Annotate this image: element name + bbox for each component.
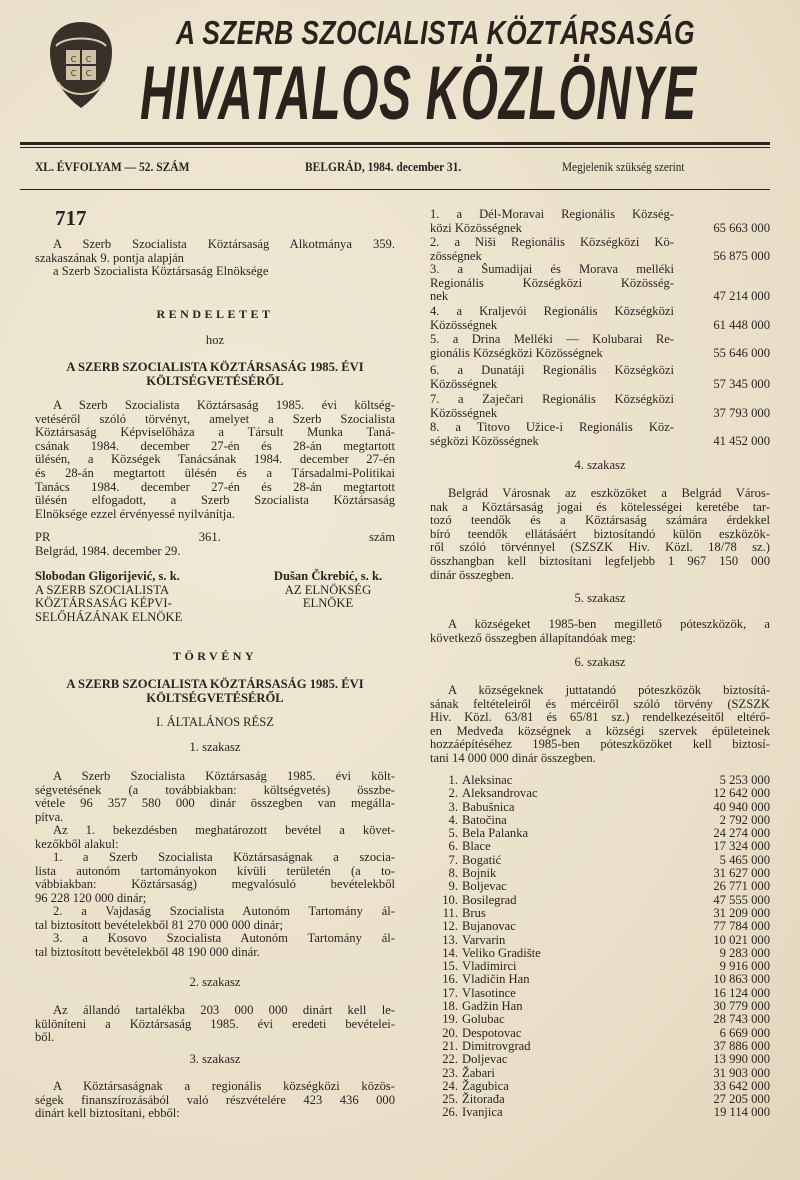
municipality-amount: 30 779 000 xyxy=(713,999,770,1014)
signatory-title: SELŐHÁZÁNAK ELNÖKE xyxy=(35,609,183,624)
paragraph xyxy=(35,851,395,905)
text-line: ségközi Közösségnek xyxy=(430,434,539,448)
municipality-row xyxy=(430,907,770,920)
municipality-amount: 31 209 000 xyxy=(713,905,770,920)
row-number: 24. xyxy=(442,1078,458,1093)
municipality-row xyxy=(430,801,770,814)
text-line: ségek finanszírozásából való részvételére 423 436 000 xyxy=(35,1093,395,1107)
allocation-amount: 57 345 000 xyxy=(713,376,770,391)
text-line: Az 1. bekezdésben meghatározott bevétel a követ- xyxy=(53,824,395,837)
section-title: TÖRVÉNY xyxy=(172,649,258,663)
text-line: dinárt kell biztosítani, ebből: xyxy=(35,1107,180,1121)
signatory-title: A SZERB SZOCIALISTA xyxy=(35,582,170,597)
row-number: 15. xyxy=(442,959,458,974)
row-number: 25. xyxy=(442,1092,458,1107)
row-number: 20. xyxy=(442,1025,458,1040)
row-number: 26. xyxy=(442,1105,458,1120)
heading-line: KÖLTSÉGVETÉSÉRŐL xyxy=(146,374,284,388)
municipality-row xyxy=(430,774,770,787)
allocation-amount: 61 448 000 xyxy=(713,317,770,332)
volume-number: XL. ÉVFOLYAM — 52. SZÁM xyxy=(35,160,190,174)
municipality-name: Brus xyxy=(462,905,486,920)
municipality-name: Aleksinac xyxy=(462,773,513,787)
allocation-text xyxy=(430,333,674,360)
row-number: 13. xyxy=(442,932,458,947)
municipality-name: Vladimirci xyxy=(462,959,517,974)
text-line: dinár összegben. xyxy=(430,568,514,582)
text-line: vábbiakban: Köztársaság) megvalósuló bevételekből xyxy=(35,878,395,892)
text-line: A Szerb Szocialista Köztársaság 1985. évi költ- xyxy=(53,770,395,783)
text-line: csának 1984. december 27-én és 28-án megtartott xyxy=(35,439,395,453)
municipality-name: Ivanjica xyxy=(462,1105,503,1120)
svg-text:C: C xyxy=(70,55,77,64)
signatory-name: Dušan Čkrebić, s. k. xyxy=(273,569,383,583)
heading-line: KÖLTSÉGVETÉSÉRŐL xyxy=(146,691,284,705)
municipality-amount: 33 642 000 xyxy=(713,1078,770,1093)
text-line: PR 361. szám xyxy=(35,531,395,544)
municipality-amount: 28 743 000 xyxy=(713,1012,770,1027)
reference-lines xyxy=(35,531,395,558)
text-line: 1. a Szerb Szocialista Köztársaságnak a szocia- xyxy=(53,851,395,864)
municipality-amount: 13 990 000 xyxy=(713,1052,770,1067)
municipality-name: Bela Palanka xyxy=(462,826,529,841)
publication-frequency: Megjelenik szükség szerint xyxy=(562,160,685,174)
row-number: 9. xyxy=(448,879,458,894)
text-line: Köztársaság Képviselőháza a Társult Munka Taná- xyxy=(35,426,395,440)
row-number: 1. xyxy=(448,773,458,787)
info-rule xyxy=(20,189,770,190)
text-line: a Szerb Szocialista Köztársaság Elnöksége xyxy=(53,265,269,278)
municipality-amount: 16 124 000 xyxy=(713,985,770,1000)
row-number: 10. xyxy=(442,892,458,907)
section-label: 2. szakasz xyxy=(189,975,241,989)
municipality-name: Varvarin xyxy=(462,932,506,947)
text-line: szakaszának 9. pontja alapján xyxy=(35,251,184,265)
text-line: Tanács 1984. december 27-én és 28-án megtartott xyxy=(35,480,395,494)
paragraph xyxy=(35,770,395,824)
text-line: nak a Köztársaság jogai és kötelességei keretébe tar- xyxy=(430,500,770,514)
text-line: tal biztosított bevételekből 48 190 000 dinár. xyxy=(35,945,260,959)
municipality-row xyxy=(430,1067,770,1080)
text-line: következő összegben állapítandóak meg: xyxy=(430,631,636,645)
text-line: ről szóló törvénnyel (SZSZK Hiv. Közl. 18/78 sz.) xyxy=(430,541,770,555)
municipality-name: Vladičin Han xyxy=(462,972,530,987)
text-line: Hiv. Közl. 63/81 és 65/81 sz.) rendelkezéseitől eltérő- xyxy=(430,711,770,725)
municipality-row xyxy=(430,854,770,867)
paragraph xyxy=(35,238,395,265)
municipality-row xyxy=(430,1013,770,1026)
municipality-name: Despotovac xyxy=(462,1025,522,1040)
section-label: 5. szakasz xyxy=(574,591,626,605)
row-number: 5. xyxy=(448,826,458,841)
allocation-item xyxy=(430,421,770,448)
row-number: 6. xyxy=(448,839,458,854)
allocation-text xyxy=(430,208,674,235)
signature-right xyxy=(263,570,393,624)
row-number: 23. xyxy=(442,1065,458,1080)
text-line: pítva. xyxy=(35,810,64,824)
municipality-row xyxy=(430,920,770,933)
signatory-title: ELNÖKE xyxy=(302,596,354,611)
allocation-text xyxy=(430,263,674,304)
municipality-name: Aleksandrovac xyxy=(462,786,538,801)
text-line: ülésén, a Községek Tanácsának 1984. december 27-én xyxy=(35,453,395,467)
text-line: vétele 96 357 580 000 dinár összegben van megálla- xyxy=(35,797,395,811)
row-number: 18. xyxy=(442,999,458,1014)
municipality-amount: 19 114 000 xyxy=(713,1105,770,1120)
text-line: A Szerb Szocialista Köztársaság 1985. évi költség- xyxy=(53,399,395,412)
heading-line: A SZERB SZOCIALISTA KÖZTÁRSASÁG 1985. ÉVI xyxy=(66,677,364,691)
allocation-amount: 47 214 000 xyxy=(713,289,770,304)
text-line: Közösségnek xyxy=(430,318,498,332)
section-label: 3. szakasz xyxy=(189,1052,241,1066)
row-number: 19. xyxy=(442,1012,458,1027)
municipality-name: Žitorađa xyxy=(462,1092,505,1107)
municipality-amount: 31 627 000 xyxy=(713,866,770,881)
header-rule-thin xyxy=(20,147,770,148)
row-number: 12. xyxy=(442,919,458,934)
municipality-amount: 40 940 000 xyxy=(713,799,770,814)
signatory-title: KÖZTÁRSASÁG KÉPVI- xyxy=(35,596,172,611)
section-label: 1. szakasz xyxy=(189,740,241,754)
text-line: en Medveđa községnek a községi szervek épületeinek xyxy=(430,724,770,738)
municipality-amount: 2 792 000 xyxy=(719,812,770,827)
text-line: 8. a Titovo Užice-i Regionális Köz- xyxy=(430,421,674,434)
municipality-name: Golubac xyxy=(462,1012,505,1027)
text-line: 6. a Dunatáji Regionális Községközi xyxy=(430,364,674,377)
paragraph xyxy=(430,487,770,582)
text-line: bíró teendők ellátásáért biztosítandó külön eszközök- xyxy=(430,527,770,541)
signatory-name: Slobodan Gligorijević, s. k. xyxy=(35,569,180,583)
municipality-list xyxy=(430,774,770,1120)
municipality-name: Boljevac xyxy=(462,879,507,894)
text-line: 1. a Dél-Moravai Regionális Község- xyxy=(430,208,674,221)
allocation-item xyxy=(430,333,770,360)
municipality-row xyxy=(430,894,770,907)
paragraph xyxy=(35,905,395,932)
text-line: A községeknek juttatandó póteszközök biztosítá- xyxy=(448,684,770,697)
signatory-title: AZ ELNÖKSÉG xyxy=(284,582,372,597)
section-label: I. ÁLTALÁNOS RÉSZ xyxy=(156,715,274,729)
allocation-amount: 55 646 000 xyxy=(713,345,770,360)
header-rule-thick xyxy=(20,142,770,145)
coat-of-arms-emblem xyxy=(44,18,118,112)
row-number: 11. xyxy=(442,905,458,920)
row-number: 3. xyxy=(448,799,458,814)
row-number: 21. xyxy=(442,1038,458,1053)
text-line: Az állandó tartalékba 203 000 000 dinárt kell le- xyxy=(53,1004,395,1017)
text-line: Közösségnek xyxy=(430,377,498,391)
text-line: ségvetésének (a továbbiakban: költségvetés) összbe- xyxy=(35,783,395,797)
text-line: sának feltételeiről és mércéiről szóló törvény (SZSZK xyxy=(430,697,770,711)
text-line: Regionális Községközi Közösség- xyxy=(430,276,674,290)
municipality-amount: 77 784 000 xyxy=(713,919,770,934)
row-number: 14. xyxy=(442,945,458,960)
text-line: A Szerb Szocialista Köztársaság Alkotmánya 359. xyxy=(53,238,395,251)
municipality-name: Blace xyxy=(462,839,491,854)
text-line: Belgrád Városnak az eszközöket a Belgrád Város- xyxy=(448,487,770,500)
municipality-name: Doljevac xyxy=(462,1052,508,1067)
row-number: 22. xyxy=(442,1052,458,1067)
text-line: Közösségnek xyxy=(430,406,498,420)
row-number: 8. xyxy=(448,866,458,881)
municipality-row xyxy=(430,987,770,1000)
municipality-row xyxy=(430,787,770,800)
municipality-name: Vlasotince xyxy=(462,985,516,1000)
paragraph xyxy=(35,265,395,279)
text-line: A községeket 1985-ben megillető póteszközök, a xyxy=(448,618,770,631)
municipality-amount: 6 669 000 xyxy=(719,1025,770,1040)
heading-line: A SZERB SZOCIALISTA KÖZTÁRSASÁG 1985. ÉVI xyxy=(66,360,364,374)
municipality-amount: 47 555 000 xyxy=(713,892,770,907)
signatures xyxy=(35,570,395,624)
municipality-row xyxy=(430,814,770,827)
municipality-row xyxy=(430,973,770,986)
text-line: nek xyxy=(430,290,449,304)
municipality-amount: 26 771 000 xyxy=(713,879,770,894)
text-line: gionális Községközi Közösségnek xyxy=(430,346,603,360)
municipality-row xyxy=(430,1093,770,1106)
municipality-name: Bosilegrad xyxy=(462,892,517,907)
text-line: lista autonóm tartományokon kívüli területén (a to- xyxy=(35,864,395,878)
row-number: 2. xyxy=(448,786,458,801)
text-line: 7. a Zaječari Regionális Községközi xyxy=(430,393,674,406)
municipality-amount: 10 863 000 xyxy=(713,972,770,987)
row-number: 7. xyxy=(448,852,458,867)
section-label: hoz xyxy=(205,333,225,347)
paragraph xyxy=(35,1004,395,1045)
svg-text:C: C xyxy=(70,69,77,78)
municipality-row xyxy=(430,1027,770,1040)
allocation-text xyxy=(430,305,674,332)
municipality-amount: 5 465 000 xyxy=(719,852,770,867)
svg-text:C: C xyxy=(85,55,92,64)
law-heading xyxy=(35,677,395,705)
paragraph xyxy=(35,1080,395,1121)
allocation-text xyxy=(430,364,674,391)
row-number: 16. xyxy=(442,972,458,987)
allocation-item xyxy=(430,263,770,304)
municipality-name: Žagubica xyxy=(462,1078,509,1093)
paragraph xyxy=(430,618,770,645)
municipality-name: Babušnica xyxy=(462,799,515,814)
text-line: tani 14 000 000 dinár összegben. xyxy=(430,751,596,765)
municipality-amount: 31 903 000 xyxy=(713,1065,770,1080)
municipality-name: Žabari xyxy=(462,1065,495,1080)
text-line: tal biztosított bevételekből 81 270 000 000 dinár; xyxy=(35,918,283,932)
text-line: ülésén elfogadott, a Szerb Szocialista Köztársaság xyxy=(35,494,395,508)
text-line: tozó teendők és a Köztársaság számára érdekkel xyxy=(430,514,770,528)
text-line: 2. a Niši Regionális Községközi Kö- xyxy=(430,236,674,249)
allocation-amount: 56 875 000 xyxy=(713,248,770,263)
municipality-amount: 12 642 000 xyxy=(713,786,770,801)
allocation-text xyxy=(430,236,674,263)
municipality-row xyxy=(430,1106,770,1119)
text-line: összhangban kell biztosítani legfeljebb 1 967 150 000 xyxy=(430,554,770,568)
text-line: 4. a Kraljevói Regionális Községközi xyxy=(430,305,674,318)
text-line: közi Közösségnek xyxy=(430,221,522,235)
municipality-row xyxy=(430,1080,770,1093)
svg-text:C: C xyxy=(85,69,92,78)
municipality-row xyxy=(430,960,770,973)
allocation-text xyxy=(430,421,674,448)
municipality-row xyxy=(430,867,770,880)
text-line: 3. a Kosovo Szocialista Autonóm Tartomány ál- xyxy=(53,932,395,945)
allocation-item xyxy=(430,236,770,263)
municipality-row xyxy=(430,934,770,947)
text-line: Belgrád, 1984. december 29. xyxy=(35,544,181,558)
municipality-amount: 5 253 000 xyxy=(719,773,770,787)
text-line: vetéséről szóló törvényt, amelyet a Szerb Szocialista xyxy=(35,412,395,426)
text-line: A Köztársaságnak a regionális községközi közös- xyxy=(53,1080,395,1093)
allocation-amount: 37 793 000 xyxy=(713,405,770,420)
municipality-name: Bojnik xyxy=(462,866,497,881)
municipality-row xyxy=(430,947,770,960)
municipality-amount: 37 886 000 xyxy=(713,1038,770,1053)
row-number: 17. xyxy=(442,985,458,1000)
municipality-amount: 17 324 000 xyxy=(713,839,770,854)
text-line: ből. xyxy=(35,1031,55,1045)
place-and-date: BELGRÁD, 1984. december 31. xyxy=(305,160,462,174)
signature-left xyxy=(35,570,220,624)
masthead-title-line1: A SZERB SZOCIALISTA KÖZTÁRSASÁG xyxy=(176,14,695,51)
allocation-item xyxy=(430,364,770,391)
municipality-amount: 9 916 000 xyxy=(719,959,770,974)
municipality-row xyxy=(430,880,770,893)
municipality-name: Batočina xyxy=(462,812,507,827)
municipality-row xyxy=(430,840,770,853)
allocation-item xyxy=(430,208,770,235)
municipality-amount: 27 205 000 xyxy=(713,1092,770,1107)
paragraph xyxy=(35,824,395,851)
municipality-row xyxy=(430,1040,770,1053)
text-line: zösségnek xyxy=(430,249,482,263)
allocation-amount: 41 452 000 xyxy=(713,433,770,448)
text-line: hozzáépítéséhez 1985-ben póteszközöket kell biztosí- xyxy=(430,738,770,752)
text-line: 3. a Šumadijai és Morava melléki xyxy=(430,263,674,276)
row-number: 4. xyxy=(448,812,458,827)
municipality-name: Gadžin Han xyxy=(462,999,523,1014)
text-line: és 28-án megtartott ülésén és a Társadalmi-Politikai xyxy=(35,466,395,480)
decree-number: 717 xyxy=(55,206,87,230)
law-heading xyxy=(35,360,395,388)
municipality-name: Veliko Gradište xyxy=(462,945,541,960)
text-line: különíteni a Köztársaság 1985. évi eredeti bevételei- xyxy=(35,1017,395,1031)
allocation-item xyxy=(430,393,770,420)
municipality-name: Bujanovac xyxy=(462,919,516,934)
municipality-name: Dimitrovgrad xyxy=(462,1038,531,1053)
allocation-text xyxy=(430,393,674,420)
allocation-amount: 65 663 000 xyxy=(713,220,770,235)
municipality-name: Bogatić xyxy=(462,852,502,867)
municipality-amount: 24 274 000 xyxy=(713,826,770,841)
section-title: RENDELETET xyxy=(156,307,274,321)
text-line: 96 228 120 000 dinár; xyxy=(35,891,147,905)
municipality-row xyxy=(430,1000,770,1013)
text-line: 2. a Vajdaság Szocialista Autonóm Tartomány ál- xyxy=(53,905,395,918)
text-line: kezőkből alakul: xyxy=(35,837,119,851)
text-line: 5. a Drina Melléki — Kolubarai Re- xyxy=(430,333,674,346)
municipality-amount: 9 283 000 xyxy=(719,945,770,960)
section-label: 4. szakasz xyxy=(574,458,626,472)
section-label: 6. szakasz xyxy=(574,655,626,669)
paragraph xyxy=(430,684,770,766)
masthead-title-line2: HIVATALOS KÖZLÖNYE xyxy=(140,51,697,136)
municipality-amount: 10 021 000 xyxy=(713,932,770,947)
text-line: Elnöksége ezzel érvényessé nyilvánítja. xyxy=(35,507,236,521)
allocation-item xyxy=(430,305,770,332)
municipality-row xyxy=(430,1053,770,1066)
paragraph xyxy=(35,399,395,521)
municipality-row xyxy=(430,827,770,840)
paragraph xyxy=(35,932,395,959)
